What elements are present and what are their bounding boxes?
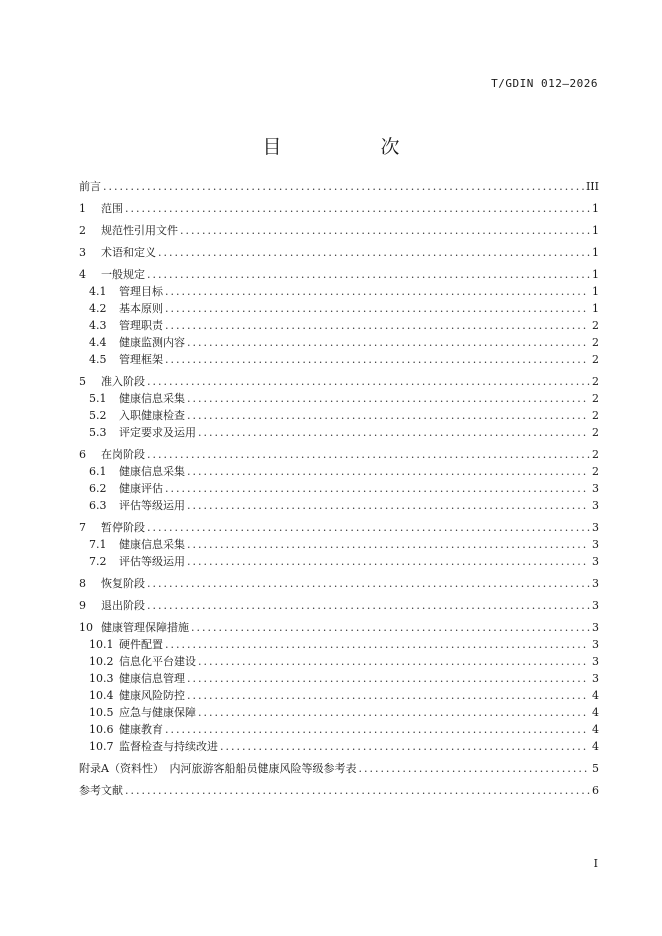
- toc-entry-page: 1: [592, 285, 599, 298]
- toc-entry-number: 4.1: [89, 285, 107, 298]
- toc-entry-number: 4: [79, 268, 86, 281]
- toc-leader-dots: [147, 599, 590, 613]
- toc-entry-number: 1: [79, 202, 86, 215]
- toc-entry-number: 2: [79, 224, 86, 237]
- toc-entry-title: 在岗阶段: [101, 448, 145, 461]
- toc-entry-title: 退出阶段: [101, 599, 145, 612]
- toc-entry[interactable]: [79, 599, 599, 613]
- toc-entry-title: 基本原则: [119, 302, 163, 315]
- toc-entry-title: 管理职责: [119, 319, 163, 332]
- table-of-contents: [79, 180, 599, 798]
- toc-entry[interactable]: [79, 409, 599, 423]
- toc-entry-page: III: [585, 180, 599, 193]
- toc-entry-number: 7.2: [89, 555, 107, 568]
- toc-entry-number: 3: [79, 246, 86, 259]
- toc-entry-title: 恢复阶段: [101, 577, 145, 590]
- toc-leader-dots: [187, 672, 587, 686]
- toc-entry-page: 3: [592, 577, 599, 590]
- toc-entry-title: 健康信息采集: [119, 392, 185, 405]
- toc-entry-page: 2: [592, 448, 599, 461]
- toc-leader-dots: [165, 638, 587, 652]
- toc-entry-page: 3: [592, 599, 599, 612]
- toc-entry-page: 3: [592, 555, 599, 568]
- toc-entry-number: 7: [79, 521, 86, 534]
- toc-entry-number: 10.1: [89, 638, 114, 651]
- toc-entry-title: 健康信息采集: [119, 538, 185, 551]
- toc-entry-number: 7.1: [89, 538, 107, 551]
- toc-entry-page: 3: [592, 655, 599, 668]
- toc-entry-page: 4: [592, 689, 599, 702]
- toc-entry[interactable]: [79, 762, 599, 776]
- footer-page-number: I: [593, 857, 598, 870]
- toc-entry[interactable]: [79, 268, 599, 282]
- toc-leader-dots: [165, 302, 587, 316]
- toc-entry-title: 管理框架: [119, 353, 163, 366]
- toc-entry-title: 健康评估: [119, 482, 163, 495]
- toc-entry-page: 1: [592, 246, 599, 259]
- toc-entry-page: 5: [592, 762, 599, 775]
- toc-entry-page: 1: [592, 268, 599, 281]
- toc-entry-title: 参考文献: [79, 784, 123, 797]
- toc-entry-number: 6: [79, 448, 86, 461]
- toc-entry[interactable]: [79, 202, 599, 216]
- toc-entry-title: 评估等级运用: [119, 555, 185, 568]
- toc-entry-title: 评估等级运用: [119, 499, 185, 512]
- toc-leader-dots: [187, 538, 587, 552]
- toc-entry-title: 暂停阶段: [101, 521, 145, 534]
- toc-leader-dots: [165, 285, 587, 299]
- toc-entry-title: 健康信息采集: [119, 465, 185, 478]
- toc-entry-number: 10.2: [89, 655, 114, 668]
- toc-entry[interactable]: [79, 375, 599, 389]
- toc-entry-title: 应急与健康保障: [119, 706, 196, 719]
- toc-entry[interactable]: [79, 246, 599, 260]
- toc-entry-page: 1: [592, 224, 599, 237]
- toc-entry-title: 一般规定: [101, 268, 145, 281]
- toc-entry-page: 6: [592, 784, 599, 797]
- toc-entry-title: 附录A（资料性） 内河旅游客船船员健康风险等级参考表: [79, 762, 357, 775]
- toc-entry-title: 规范性引用文件: [101, 224, 178, 237]
- toc-entry-number: 10.3: [89, 672, 114, 685]
- toc-entry-page: 2: [592, 319, 599, 332]
- toc-entry-title: 健康管理保障措施: [101, 621, 189, 634]
- toc-entry-number: 4.3: [89, 319, 107, 332]
- toc-entry-page: 4: [592, 723, 599, 736]
- toc-entry[interactable]: [79, 336, 599, 350]
- toc-entry-title: 准入阶段: [101, 375, 145, 388]
- toc-entry-number: 6.2: [89, 482, 107, 495]
- toc-entry-number: 5.1: [89, 392, 107, 405]
- toc-entry-title: 信息化平台建设: [119, 655, 196, 668]
- toc-entry-title: 健康教育: [119, 723, 163, 736]
- page-title: 目 次: [262, 136, 440, 158]
- toc-entry-page: 2: [592, 375, 599, 388]
- toc-leader-dots: [147, 577, 590, 591]
- toc-entry-title: 范围: [101, 202, 123, 215]
- toc-entry[interactable]: [79, 392, 599, 406]
- toc-entry[interactable]: [79, 353, 599, 367]
- toc-entry[interactable]: [79, 740, 599, 754]
- toc-entry[interactable]: [79, 482, 599, 496]
- toc-entry-page: 2: [592, 336, 599, 349]
- toc-leader-dots: [103, 180, 584, 194]
- toc-entry-number: 10: [79, 621, 93, 634]
- toc-entry-page: 1: [592, 302, 599, 315]
- toc-entry[interactable]: [79, 538, 599, 552]
- toc-entry-number: 8: [79, 577, 86, 590]
- toc-leader-dots: [187, 392, 587, 406]
- toc-entry[interactable]: [79, 285, 599, 299]
- toc-leader-dots: [187, 499, 587, 513]
- toc-entry-title: 健康监测内容: [119, 336, 185, 349]
- toc-entry[interactable]: [79, 638, 599, 652]
- toc-entry[interactable]: [79, 302, 599, 316]
- toc-leader-dots: [180, 224, 590, 238]
- toc-leader-dots: [187, 689, 587, 703]
- toc-entry-page: 1: [592, 202, 599, 215]
- toc-entry[interactable]: [79, 521, 599, 535]
- toc-entry-page: 3: [592, 538, 599, 551]
- toc-entry-number: 10.6: [89, 723, 114, 736]
- toc-entry[interactable]: [79, 655, 599, 669]
- toc-entry-page: 4: [592, 706, 599, 719]
- toc-entry-page: 4: [592, 740, 599, 753]
- toc-leader-dots: [165, 353, 587, 367]
- toc-entry-number: 4.5: [89, 353, 107, 366]
- toc-entry-number: 6.3: [89, 499, 107, 512]
- toc-leader-dots: [198, 655, 587, 669]
- toc-entry[interactable]: [79, 577, 599, 591]
- toc-entry[interactable]: [79, 426, 599, 440]
- toc-entry[interactable]: [79, 448, 599, 462]
- toc-entry[interactable]: [79, 224, 599, 238]
- toc-leader-dots: [187, 555, 587, 569]
- toc-entry-title: 健康信息管理: [119, 672, 185, 685]
- toc-entry-page: 2: [592, 353, 599, 366]
- toc-leader-dots: [187, 336, 587, 350]
- toc-entry[interactable]: [79, 706, 599, 720]
- toc-entry-title: 管理目标: [119, 285, 163, 298]
- toc-entry-number: 10.5: [89, 706, 114, 719]
- toc-entry-number: 5: [79, 375, 86, 388]
- toc-entry-page: 2: [592, 426, 599, 439]
- toc-leader-dots: [165, 319, 587, 333]
- toc-entry-page: 3: [592, 521, 599, 534]
- toc-entry[interactable]: [79, 723, 599, 737]
- toc-entry-number: 5.3: [89, 426, 107, 439]
- toc-entry-title: 监督检查与持续改进: [119, 740, 218, 753]
- toc-entry-page: 3: [592, 621, 599, 634]
- toc-entry[interactable]: [79, 319, 599, 333]
- document-code: T/GDIN 012—2026: [491, 77, 598, 90]
- toc-entry-title: 健康风险防控: [119, 689, 185, 702]
- toc-leader-dots: [358, 762, 590, 776]
- toc-entry-number: 6.1: [89, 465, 107, 478]
- toc-entry[interactable]: [79, 689, 599, 703]
- toc-leader-dots: [187, 465, 587, 479]
- toc-entry-page: 3: [592, 638, 599, 651]
- toc-entry[interactable]: [79, 784, 599, 798]
- toc-leader-dots: [187, 409, 587, 423]
- toc-entry-page: 2: [592, 409, 599, 422]
- toc-entry-number: 9: [79, 599, 86, 612]
- toc-entry-title: 评定要求及运用: [119, 426, 196, 439]
- toc-leader-dots: [147, 448, 590, 462]
- toc-leader-dots: [158, 246, 590, 260]
- toc-entry-title: 前言: [79, 180, 101, 193]
- toc-leader-dots: [125, 202, 590, 216]
- toc-leader-dots: [147, 521, 590, 535]
- toc-entry-page: 3: [592, 499, 599, 512]
- toc-entry[interactable]: [79, 672, 599, 686]
- toc-leader-dots: [125, 784, 590, 798]
- toc-entry[interactable]: [79, 465, 599, 479]
- toc-entry-number: 5.2: [89, 409, 107, 422]
- toc-entry[interactable]: [79, 499, 599, 513]
- toc-leader-dots: [147, 375, 590, 389]
- toc-entry[interactable]: [79, 621, 599, 635]
- toc-entry[interactable]: [79, 555, 599, 569]
- toc-entry-number: 4.4: [89, 336, 107, 349]
- toc-entry-title: 硬件配置: [119, 638, 163, 651]
- toc-entry-number: 10.7: [89, 740, 114, 753]
- toc-entry-page: 3: [592, 672, 599, 685]
- toc-entry-page: 3: [592, 482, 599, 495]
- toc-leader-dots: [220, 740, 587, 754]
- toc-entry-number: 10.4: [89, 689, 114, 702]
- toc-leader-dots: [165, 723, 587, 737]
- toc-entry-page: 2: [592, 465, 599, 478]
- toc-leader-dots: [191, 621, 590, 635]
- toc-leader-dots: [198, 706, 587, 720]
- toc-entry[interactable]: [79, 180, 599, 194]
- toc-leader-dots: [165, 482, 587, 496]
- toc-entry-title: 术语和定义: [101, 246, 156, 259]
- toc-entry-number: 4.2: [89, 302, 107, 315]
- toc-leader-dots: [198, 426, 587, 440]
- toc-entry-title: 入职健康检查: [119, 409, 185, 422]
- toc-leader-dots: [147, 268, 590, 282]
- toc-entry-page: 2: [592, 392, 599, 405]
